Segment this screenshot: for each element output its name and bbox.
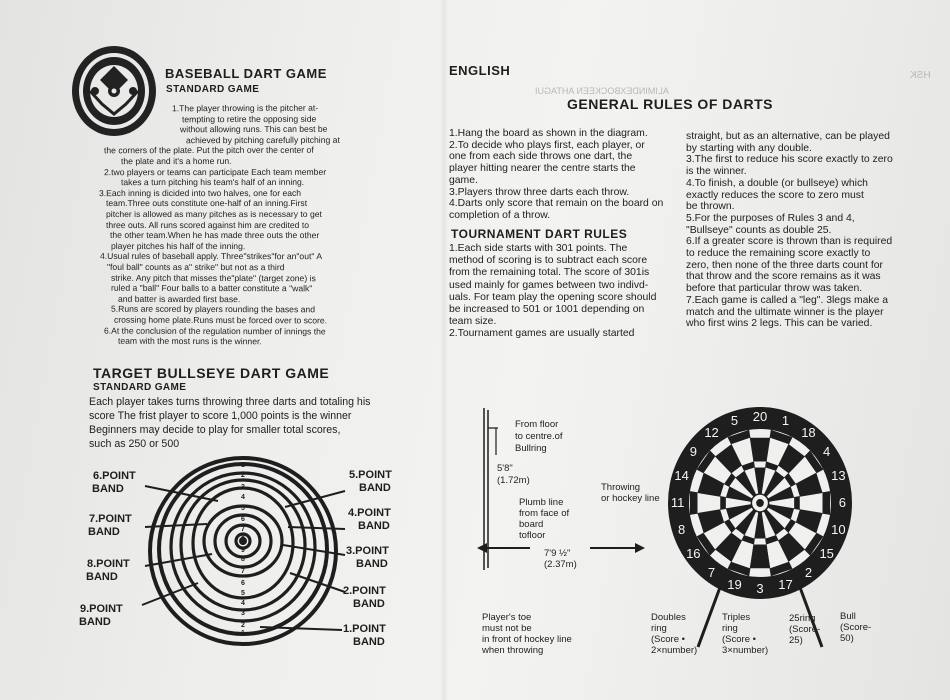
tournament-rule-line: be increased to 501 or 1001 depending on xyxy=(449,304,645,315)
setup-label-doubles: Doubles xyxy=(651,612,686,623)
tournament-rule-line: uals. For team play the opening score should xyxy=(449,291,657,303)
baseball-subtitle: STANDARD GAME xyxy=(166,84,260,95)
dartboard-segment xyxy=(822,491,830,514)
setup-label-plumb: board xyxy=(519,519,544,530)
setup-label-height: (1.72m) xyxy=(497,475,530,486)
dartboard-segment xyxy=(690,491,698,514)
baseball-rule-line: crossing home plate.Runs must be forced over to score. xyxy=(113,314,328,326)
dartboard-number: 10 xyxy=(831,521,846,537)
bullseye-rule-line: such as 250 or 500 xyxy=(89,438,180,450)
point-band-label-line: 2.POINT xyxy=(343,585,386,597)
setup-label-distance: (2.37m) xyxy=(544,559,577,570)
setup-label-ring25: (Score- xyxy=(789,624,821,635)
general-rule-line: 3.The first to reduce his score exactly to zero xyxy=(686,154,893,166)
setup-label-bull: 50) xyxy=(840,633,854,644)
bullseye-title: TARGET BULLSEYE DART GAME xyxy=(93,365,330,381)
baseball-rule-line: ruled a "ball" Four balls to a batter constitute a "walk" xyxy=(111,282,313,294)
dartboard-number: 17 xyxy=(778,576,793,592)
general-rule-line: be thrown. xyxy=(686,201,735,213)
setup-label-doubles: ring xyxy=(651,623,667,634)
setup-label-ring25: 25ring xyxy=(789,613,816,624)
dartboard-number: 4 xyxy=(823,444,831,460)
dartboard-segment xyxy=(720,496,726,509)
baseball-rule-line: and batter is awarded first base. xyxy=(117,293,240,304)
general-rule-line: zero, then none of the three darts count for xyxy=(686,259,883,271)
baseball-rule-line: without allowing runs. This can best be xyxy=(180,123,328,135)
baseball-rule-line: three outs. All runs scored against him are credited to xyxy=(106,219,310,230)
setup-label-plumb: from face of xyxy=(519,508,570,519)
setup-label-doubles: 2×number) xyxy=(651,645,698,656)
show-through-text: HSK xyxy=(910,70,931,81)
setup-label-distance: 7'9 ½" xyxy=(544,548,571,559)
setup-label-triples: Triples xyxy=(722,612,751,623)
dartboard-number: 2 xyxy=(804,564,813,580)
setup-label-throwing-line: Throwing xyxy=(601,482,641,493)
target-ring-number: 7 xyxy=(241,526,245,533)
dartboard-number: 15 xyxy=(819,545,834,561)
baseball-rule-line: the plate and it's a home run. xyxy=(120,155,232,167)
general-rule-line: 6.If a greater score is thrown than is required xyxy=(686,236,893,248)
tournament-rule-line: team size. xyxy=(449,316,497,328)
language-header: ENGLISH xyxy=(449,63,511,78)
setup-label-doubles: (Score • xyxy=(651,634,685,645)
setup-label-plumb: Plumb line xyxy=(519,497,564,508)
general-rule-line: player hitting nearer the centre starts the xyxy=(449,163,636,175)
target-ring-number: 2 xyxy=(241,622,245,629)
general-rule-line: by starting with any double. xyxy=(686,142,812,154)
point-band-label-line: 9.POINT xyxy=(79,603,123,615)
general-rule-line: one from each side throws one dart, the xyxy=(449,151,633,163)
setup-label-bull: (Score- xyxy=(840,622,872,633)
point-band-label-line: BAND xyxy=(356,558,388,570)
general-rule-line: game. xyxy=(449,174,478,186)
tournament-rule-line: method of scoring is to subtract each score xyxy=(449,255,648,267)
target-ring-number: 1 xyxy=(241,462,245,469)
point-band-label-line: 5.POINT xyxy=(349,469,392,481)
baseball-rule-line: strike. Any pitch that misses the"plate" (target zone) is xyxy=(111,272,317,283)
point-band-label xyxy=(92,470,136,496)
point-band-label-line: 1.POINT xyxy=(343,623,386,635)
target-ring-number: 4 xyxy=(241,600,245,607)
bullseye-rule-line: Beginners may decide to play for smaller total scores, xyxy=(89,424,341,436)
baseball-rule-line: team with the most runs is the winner. xyxy=(118,335,263,347)
point-band-label-line: BAND xyxy=(353,636,385,648)
baseball-rule-line: tempting to retire the opposing side xyxy=(182,113,317,124)
baseball-rule-line: 3.Each inning is dicided into two halves, one for each xyxy=(98,187,301,198)
setup-label-toe: when throwing xyxy=(482,645,544,656)
point-band-label-line: BAND xyxy=(359,482,391,494)
baseball-rule-line: team.Three outs constitute one-half of an inning.First xyxy=(105,198,307,209)
dartboard-number: 3 xyxy=(756,581,764,596)
dartboard-number: 16 xyxy=(686,545,701,561)
target-ring-number: 9 xyxy=(241,547,245,554)
dartboard-number: 5 xyxy=(730,413,739,429)
dartboard-number: 14 xyxy=(674,468,689,484)
point-band-label-line: 4.POINT xyxy=(348,507,391,519)
point-band-label xyxy=(349,469,392,495)
point-band-label-line: 8.POINT xyxy=(86,558,130,570)
dartboard-number: 13 xyxy=(831,468,846,484)
target-ring-number: 4 xyxy=(241,494,245,501)
target-ring-number: 6 xyxy=(241,580,245,587)
baseball-rule-line: achieved by pitching carefully pitching at xyxy=(185,134,340,145)
baseball-rule-line: takes a turn pitching his team's half of an inning. xyxy=(121,177,305,188)
bullseye-rule-line: score The frist player to score 1,000 points is the winner xyxy=(89,410,352,422)
setup-label-triples: 3×number) xyxy=(722,645,769,656)
setup-label-plumb: tofloor xyxy=(519,530,546,541)
baseball-rule-line: player pitches his half of the inning. xyxy=(110,240,245,251)
show-through-text-2: ALIMINDEXBOCKEEN AHTAGUI xyxy=(535,86,669,96)
target-ring-number: 5 xyxy=(241,590,245,597)
tournament-rule-line: 1.Each side starts with 301 points. The xyxy=(449,243,628,254)
general-rule-line: 7.Each game is called a "leg". 3legs make a xyxy=(686,294,889,306)
baseball-rule-line: "foul ball" counts as a" strike" but not as a third xyxy=(106,261,285,273)
point-band-label xyxy=(343,585,386,611)
point-band-label-line: BAND xyxy=(92,483,124,495)
general-rule-line: 4.To finish, a double (or bullseye) which xyxy=(686,177,868,189)
bullseye-rule-line: Each player takes turns throwing three darts and totaling his xyxy=(89,396,371,408)
point-band-label xyxy=(79,603,123,629)
general-rule-line: 4.Darts only score that remain on the board on xyxy=(449,198,664,210)
general-rule-line: 5.For the purposes of Rules 3 and 4, xyxy=(686,212,855,224)
setup-label-from-floor: Bullring xyxy=(515,443,547,454)
baseball-rule-line: 4.Usual rules of baseball apply. Three"strikes"for an"out" A xyxy=(99,251,322,262)
general-rule-line: exactly reduces the score to zero must xyxy=(686,189,864,201)
dartboard-number: 11 xyxy=(670,495,685,510)
point-band-label-line: BAND xyxy=(358,520,390,532)
target-ring-number: 9 xyxy=(241,540,245,547)
general-rule-line: is the winner. xyxy=(686,166,747,178)
tournament-rule-line: from the remaining total. The score of 301is xyxy=(449,267,650,279)
general-rule-line: 1.Hang the board as shown in the diagram. xyxy=(449,128,648,139)
target-ring-number: 7 xyxy=(241,568,245,575)
target-leader-line xyxy=(145,554,212,566)
setup-label-triples: (Score • xyxy=(722,634,756,645)
point-band-label xyxy=(88,513,132,539)
general-rule-line: straight, but as an alternative, can be played xyxy=(686,131,890,142)
target-ring-number: 8 xyxy=(241,534,245,541)
point-band-label-line: 6.POINT xyxy=(92,470,136,482)
dartboard-number: 1 xyxy=(781,413,790,429)
point-band-label-line: 3.POINT xyxy=(346,545,389,557)
dartboard-segment xyxy=(754,462,767,468)
dartboard-number: 6 xyxy=(838,495,847,510)
target-ring-number: 6 xyxy=(241,516,245,523)
dartboard-segment xyxy=(749,568,771,576)
dartboard-number: 7 xyxy=(707,564,716,580)
baseball-rule-line: 6.At the conclusion of the regulation number of innings the xyxy=(104,325,326,337)
dartboard-ring xyxy=(756,499,764,507)
dartboard-number: 8 xyxy=(677,521,686,537)
bullseye-subtitle: STANDARD GAME xyxy=(93,382,187,393)
general-rule-line: 2.To decide who plays first, each player, or xyxy=(449,139,645,151)
setup-label-toe: must not be xyxy=(482,623,532,634)
point-band-label-line: BAND xyxy=(79,616,111,628)
setup-label-bull: Bull xyxy=(840,611,856,622)
general-rule-line: before that particular throw was taken. xyxy=(686,283,863,295)
general-rule-line: who first wins 2 legs. This can be varied. xyxy=(686,318,873,330)
tournament-rule-line: used mainly for games between two indivd- xyxy=(449,279,649,291)
dartboard-segment xyxy=(794,496,800,509)
target-ring-number: 1 xyxy=(241,630,245,637)
dartboard-number: 18 xyxy=(801,425,816,441)
point-band-label-line: BAND xyxy=(88,526,120,538)
general-rules-title: GENERAL RULES OF DARTS xyxy=(567,96,773,112)
target-ring-number: 3 xyxy=(241,610,245,617)
dartboard-number: 9 xyxy=(689,444,697,460)
baseball-title: BASEBALL DART GAME xyxy=(165,66,327,81)
general-rule-line: match and the ultimate winner is the player xyxy=(686,306,884,318)
setup-label-toe: Player's toe xyxy=(482,612,532,623)
baseball-rule-line: 1.The player throwing is the pitcher at- xyxy=(171,102,319,114)
point-band-label xyxy=(346,545,389,571)
dartboard-logo-icon xyxy=(70,44,158,138)
general-rule-line: that throw and the score remains as it was xyxy=(686,271,881,283)
setup-label-ring25: 25) xyxy=(789,635,803,646)
setup-label-height: 5'8" xyxy=(497,463,513,474)
point-band-label-line: BAND xyxy=(353,598,385,610)
tournament-rule-line: 2.Tournament games are usually started xyxy=(449,328,635,340)
general-rule-line: "Bullseye" counts as double 25. xyxy=(686,224,832,236)
setup-label-from-floor: From floor xyxy=(515,419,559,430)
general-rule-line: to reduce the remaining score exactly to xyxy=(686,248,871,259)
target-ring-number: 3 xyxy=(241,484,245,491)
general-rule-line: 3.Players throw three darts each throw. xyxy=(449,186,630,198)
target-leader-line xyxy=(142,583,198,605)
setup-label-triples: ring xyxy=(722,623,738,634)
baseball-rule-line: 2.two players or teams can participate Each team member xyxy=(104,166,327,177)
setup-label-throwing-line: or hockey line xyxy=(601,493,660,504)
setup-label-toe: in front of hockey line xyxy=(482,634,572,645)
general-rule-line: completion of a throw. xyxy=(449,209,551,221)
tournament-title: TOURNAMENT DART RULES xyxy=(451,227,628,241)
point-band-label xyxy=(86,558,130,584)
baseball-rule-line: pitcher is allowed as many pitches as is necessary to get xyxy=(106,209,322,219)
point-band-label xyxy=(343,623,386,649)
target-ring-number: 5 xyxy=(241,505,245,512)
target-leader-line xyxy=(288,527,345,529)
dartboard-number: 19 xyxy=(727,576,742,592)
dartboard-number: 12 xyxy=(704,425,719,441)
dartboard-number: 20 xyxy=(752,409,768,424)
baseball-rule-line: 5.Runs are scored by players rounding the bases and xyxy=(110,304,315,315)
point-band-label xyxy=(348,507,391,533)
target-ring-number: 8 xyxy=(241,556,245,563)
dartboard-segment xyxy=(749,430,771,438)
baseball-rule-line: the corners of the plate. Put the pitch over the center of xyxy=(103,145,314,156)
setup-label-from-floor: to centre.of xyxy=(515,431,563,442)
point-band-label-line: 7.POINT xyxy=(88,513,132,525)
point-band-label-line: BAND xyxy=(86,571,118,583)
target-ring-number: 2 xyxy=(241,472,245,479)
dartboard-segment xyxy=(754,539,767,545)
baseball-rule-line: the other team.When he has made three outs the other xyxy=(110,230,320,241)
